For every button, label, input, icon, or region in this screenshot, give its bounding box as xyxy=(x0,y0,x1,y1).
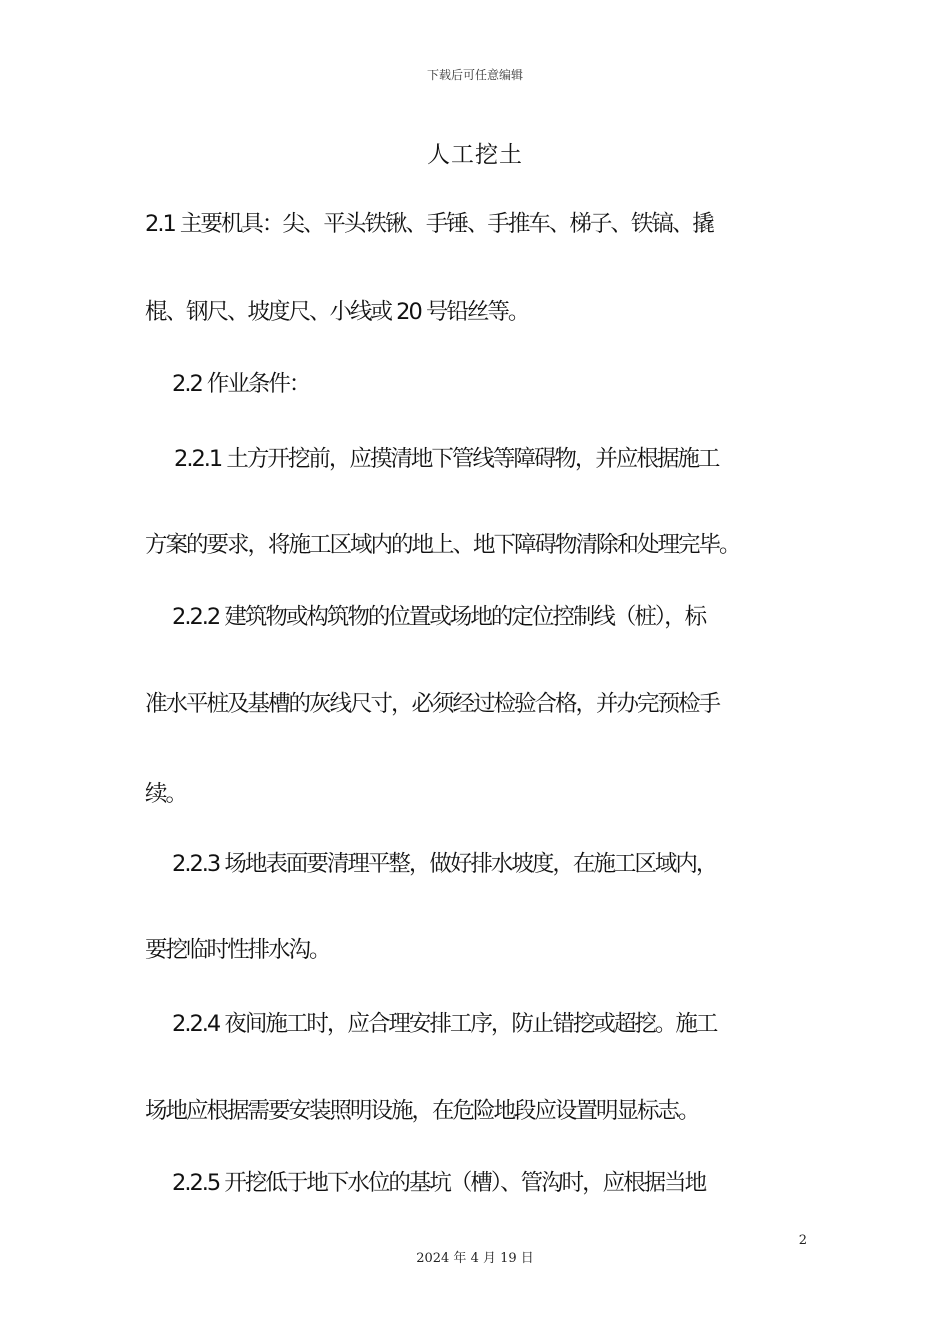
footer-date: 2024 年 4 月 19 日 xyxy=(416,1251,534,1266)
body-line-2: 棍、钢尺、坡度尺、小线或 20 号铅丝等。 xyxy=(145,299,529,325)
body-line-11: 2.2.4 夜间施工时，应合理安排工序，防止错挖或超挖。施工 xyxy=(172,1011,717,1037)
page-number: 2 xyxy=(798,1233,807,1248)
header-note: 下载后可任意编辑 xyxy=(426,68,523,82)
body-line-6: 2.2.2 建筑物或构筑物的位置或场地的定位控制线（桩），标 xyxy=(172,604,706,630)
body-line-10: 要挖临时性排水沟。 xyxy=(145,937,330,963)
body-line-5: 方案的要求，将施工区域内的地上、地下障碍物清除和处理完毕。 xyxy=(145,532,740,558)
body-line-8: 续。 xyxy=(145,781,187,807)
body-line-7: 准水平桩及基槽的灰线尺寸，必须经过检验合格，并办完预检手 xyxy=(145,691,720,717)
body-line-13: 2.2.5 开挖低于地下水位的基坑（槽）、管沟时，应根据当地 xyxy=(172,1170,706,1196)
body-line-12: 场地应根据需要安装照明设施，在危险地段应设置明显标志。 xyxy=(145,1098,699,1124)
body-line-9: 2.2.3 场地表面要清理平整，做好排水坡度，在施工区域内， xyxy=(172,851,717,877)
document-title: 人工挖土 xyxy=(427,142,523,168)
body-line-3: 2.2 作业条件： xyxy=(172,371,310,397)
body-line-4: 2.2.1 土方开挖前，应摸清地下管线等障碍物，并应根据施工 xyxy=(174,446,719,472)
body-line-1: 2.1 主要机具：尖、平头铁锹、手锤、手推车、梯子、铁镐、撬 xyxy=(145,211,713,237)
